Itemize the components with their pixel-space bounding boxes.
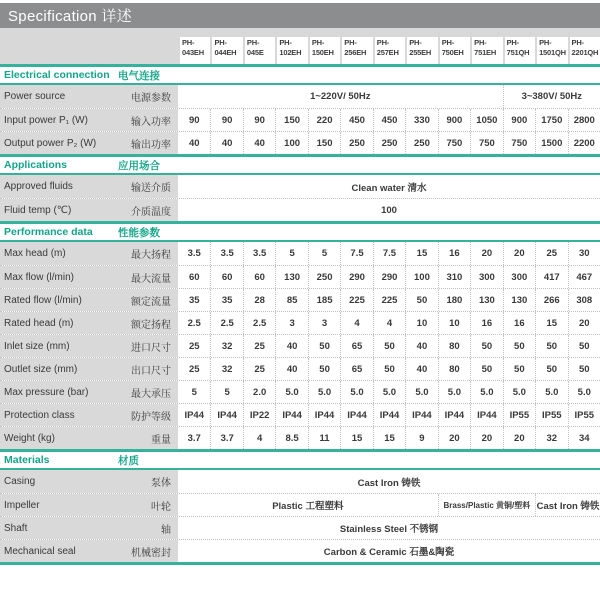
column-header: PH- 150EH — [308, 37, 340, 64]
data-cell: 60 — [188, 271, 200, 283]
data-cell: 2.5 — [243, 312, 275, 334]
data-cell: 25 — [188, 340, 200, 352]
data-cell: 85 — [275, 289, 307, 311]
data-cell: 2800 — [568, 109, 600, 131]
data-cell: 150 — [308, 132, 340, 154]
data-cell: Brass/Plastic 黄铜/塑料 — [438, 494, 535, 516]
row-label: Input power P₁ (W) — [0, 109, 118, 131]
data-cell: IP55 — [535, 404, 567, 426]
data-cell: 50 — [405, 289, 437, 311]
data-cell: 60 — [210, 266, 242, 288]
data-cell: 10 — [438, 312, 470, 334]
data-cell: 16 — [438, 242, 470, 265]
data-cell: 32 — [535, 427, 567, 449]
data-cell: 7.5 — [373, 242, 405, 265]
data-cell: 50 — [470, 335, 502, 357]
row-label: Protection class — [0, 404, 118, 426]
data-cell: 1050 — [470, 109, 502, 131]
header-label-spacer — [0, 28, 178, 64]
table-row — [0, 403, 600, 426]
data-cell: 2.5 — [210, 312, 242, 334]
data-cell: 9 — [405, 427, 437, 449]
data-cell: IP44 — [308, 404, 340, 426]
data-cell: 180 — [438, 289, 470, 311]
data-cell: 750 — [503, 132, 535, 154]
data-cell: 20 — [438, 427, 470, 449]
data-cell: 308 — [568, 289, 600, 311]
data-cell: Carbon & Ceramic 石墨&陶瓷 — [323, 547, 455, 558]
data-cell: 1500 — [535, 132, 567, 154]
table-row — [0, 131, 600, 154]
data-cell: 310 — [438, 266, 470, 288]
row-label-zh: 机械密封 — [118, 540, 178, 562]
row-label-zh: 叶轮 — [118, 494, 178, 516]
row-label: Casing — [0, 470, 118, 493]
data-cell: 225 — [373, 289, 405, 311]
data-cell: 80 — [438, 358, 470, 380]
data-cell: Plastic 工程塑料 — [272, 501, 344, 512]
data-cell: 65 — [340, 335, 372, 357]
row-label-zh: 额定流量 — [118, 289, 178, 311]
table-row — [0, 380, 600, 403]
column-header: PH- 750EH — [438, 37, 470, 64]
data-cell: 290 — [373, 266, 405, 288]
table-row — [0, 108, 600, 131]
data-cell: IP55 — [568, 404, 600, 426]
column-header: PH- 044EH — [210, 37, 242, 64]
data-cell: 50 — [568, 335, 600, 357]
data-cell: 4 — [340, 312, 372, 334]
data-cell: 417 — [535, 266, 567, 288]
row-label: Inlet size (mm) — [0, 335, 118, 357]
section-header-row — [0, 64, 600, 85]
data-cell: 130 — [503, 289, 535, 311]
data-cell: Cast Iron 铸铁 — [535, 494, 600, 516]
data-cell: 100 — [381, 204, 397, 216]
data-cell: 90 — [243, 109, 275, 131]
data-cell: Clean water 清水 — [351, 182, 427, 194]
data-cell: 2.5 — [187, 317, 201, 329]
data-cell: 3 — [308, 312, 340, 334]
data-cell: IP44 — [210, 404, 242, 426]
data-cell: 40 — [243, 132, 275, 154]
row-label: Power source — [0, 85, 118, 108]
data-cell: 32 — [210, 358, 242, 380]
data-cell: 50 — [535, 358, 567, 380]
table-row — [0, 288, 600, 311]
data-cell: 20 — [568, 312, 600, 334]
data-cell: 65 — [340, 358, 372, 380]
table-row — [0, 242, 600, 265]
data-cell: 16 — [503, 312, 535, 334]
table-row — [0, 470, 600, 493]
row-label-zh: 介质温度 — [118, 199, 178, 221]
data-cell: 7.5 — [340, 242, 372, 265]
data-cell: 3.5 — [210, 242, 242, 265]
data-cell: 450 — [340, 109, 372, 131]
data-cell: 225 — [340, 289, 372, 311]
data-cell: IP44 — [184, 409, 204, 421]
data-cell: 5.0 — [535, 381, 567, 403]
data-cell: 90 — [210, 109, 242, 131]
section-title: Materials — [4, 454, 50, 466]
data-cell: 20 — [503, 427, 535, 449]
data-cell: IP44 — [275, 404, 307, 426]
section-header-fill — [178, 224, 600, 240]
data-cell: 467 — [568, 266, 600, 288]
table-row — [0, 539, 600, 562]
data-cell: IP44 — [373, 404, 405, 426]
data-cell: 50 — [503, 335, 535, 357]
row-label: Max flow (l/min) — [0, 266, 118, 288]
data-cell: 50 — [308, 358, 340, 380]
row-label-zh: 最大承压 — [118, 381, 178, 403]
data-cell: 16 — [470, 312, 502, 334]
data-cell: 900 — [503, 109, 535, 131]
data-cell: 5.0 — [308, 381, 340, 403]
row-label: Max head (m) — [0, 242, 118, 265]
section-header-row — [0, 221, 600, 242]
data-cell: 750 — [470, 132, 502, 154]
row-label-zh: 电源参数 — [118, 85, 178, 108]
data-cell: 5.0 — [373, 381, 405, 403]
data-cell: 40 — [405, 335, 437, 357]
data-cell: 290 — [340, 266, 372, 288]
data-cell: 15 — [340, 427, 372, 449]
column-header: PH- 2201QH — [568, 37, 600, 64]
data-cell: 50 — [503, 358, 535, 380]
table-row — [0, 175, 600, 198]
data-cell: 25 — [188, 363, 200, 375]
data-cell: 8.5 — [275, 427, 307, 449]
data-cell: 2.0 — [243, 381, 275, 403]
data-cell: 100 — [405, 266, 437, 288]
column-header: PH- 257EH — [373, 37, 405, 64]
data-cell: 1~220V/ 50Hz — [310, 91, 371, 102]
data-cell: 30 — [568, 242, 600, 265]
data-cell: IP44 — [438, 404, 470, 426]
data-cell: 130 — [275, 266, 307, 288]
section-header-fill — [178, 67, 600, 83]
data-cell: 15 — [405, 242, 437, 265]
column-header: PH- 256EH — [340, 37, 372, 64]
column-header: PH- 043EH — [178, 37, 210, 64]
section-title: Electrical connection — [4, 69, 110, 81]
row-label-zh: 轴 — [118, 517, 178, 539]
data-cell: 50 — [470, 358, 502, 380]
data-cell: 50 — [373, 335, 405, 357]
column-header: PH- 751QH — [503, 37, 535, 64]
data-cell: 150 — [275, 109, 307, 131]
data-cell: 450 — [373, 109, 405, 131]
data-cell: 5.0 — [275, 381, 307, 403]
data-cell: 3 — [275, 312, 307, 334]
data-cell: 3~380V/ 50Hz — [503, 85, 600, 108]
row-label: Approved fluids — [0, 175, 118, 198]
spec-table — [0, 28, 600, 565]
data-cell: 10 — [405, 312, 437, 334]
row-label: Mechanical seal — [0, 540, 118, 562]
data-cell: 5.0 — [568, 381, 600, 403]
row-label: Rated head (m) — [0, 312, 118, 334]
section-title: Performance data — [4, 226, 93, 238]
row-label: Fluid temp (℃) — [0, 199, 118, 221]
data-cell: Cast Iron 铸铁 — [357, 477, 421, 489]
column-header-row — [0, 28, 600, 64]
row-label-zh: 进口尺寸 — [118, 335, 178, 357]
data-cell: 3.5 — [243, 242, 275, 265]
table-row — [0, 85, 600, 108]
data-cell: 185 — [308, 289, 340, 311]
section-header-row — [0, 154, 600, 175]
data-cell: 35 — [188, 294, 200, 306]
table-row — [0, 311, 600, 334]
section-header-fill — [178, 452, 600, 468]
data-cell: 330 — [405, 109, 437, 131]
data-cell: 35 — [210, 289, 242, 311]
section-title: Applications — [4, 159, 68, 171]
section-header-row — [0, 449, 600, 470]
data-cell: 250 — [308, 266, 340, 288]
column-header: PH- 255EH — [405, 37, 437, 64]
data-cell: 28 — [243, 289, 275, 311]
data-cell: 4 — [243, 427, 275, 449]
row-label-zh: 输送介质 — [118, 175, 178, 198]
data-cell: 3.7 — [210, 427, 242, 449]
data-cell: IP44 — [340, 404, 372, 426]
data-cell: 50 — [308, 335, 340, 357]
data-cell: 250 — [373, 132, 405, 154]
section-title-zh: 材质 — [118, 454, 139, 467]
table-row — [0, 357, 600, 380]
data-cell: 5.0 — [438, 381, 470, 403]
section-title-zh: 性能参数 — [118, 226, 160, 239]
page-title: Specification 详述 — [0, 3, 600, 28]
data-cell: 50 — [568, 358, 600, 380]
data-cell: 220 — [308, 109, 340, 131]
data-cell: IP55 — [503, 404, 535, 426]
data-cell: 25 — [535, 242, 567, 265]
data-cell: 300 — [503, 266, 535, 288]
data-cell: 750 — [438, 132, 470, 154]
data-cell: IP44 — [470, 404, 502, 426]
data-cell: 40 — [210, 132, 242, 154]
data-cell: 40 — [275, 358, 307, 380]
data-cell: 50 — [535, 335, 567, 357]
row-label: Max pressure (bar) — [0, 381, 118, 403]
data-cell: 5.0 — [405, 381, 437, 403]
data-cell: 25 — [243, 335, 275, 357]
data-cell: IP22 — [243, 404, 275, 426]
row-label-zh: 输出功率 — [118, 132, 178, 154]
data-cell: 20 — [470, 242, 502, 265]
data-cell: 34 — [568, 427, 600, 449]
data-cell: 15 — [373, 427, 405, 449]
table-row — [0, 265, 600, 288]
row-label-zh: 泵体 — [118, 470, 178, 493]
data-cell: 5 — [210, 381, 242, 403]
data-cell: 5.0 — [503, 381, 535, 403]
data-cell: 40 — [275, 335, 307, 357]
data-cell: 80 — [438, 335, 470, 357]
row-label-zh: 防护等级 — [118, 404, 178, 426]
data-cell: 4 — [373, 312, 405, 334]
table-row — [0, 516, 600, 539]
table-row — [0, 334, 600, 357]
data-cell: 300 — [470, 266, 502, 288]
data-cell: 40 — [405, 358, 437, 380]
table-row — [0, 198, 600, 221]
data-cell: 5.0 — [470, 381, 502, 403]
data-cell: 5.0 — [340, 381, 372, 403]
data-cell: 3.7 — [187, 432, 201, 444]
data-cell: 20 — [503, 242, 535, 265]
data-cell: 32 — [210, 335, 242, 357]
data-cell: 266 — [535, 289, 567, 311]
row-label: Output power P₂ (W) — [0, 132, 118, 154]
data-cell: 3.5 — [187, 248, 201, 259]
data-cell: 900 — [438, 109, 470, 131]
row-label-zh: 最大流量 — [118, 266, 178, 288]
data-cell: 130 — [470, 289, 502, 311]
row-label: Impeller — [0, 494, 118, 516]
data-cell: 5 — [191, 386, 197, 398]
column-header: PH- 751EH — [470, 37, 502, 64]
data-cell: 250 — [405, 132, 437, 154]
data-cell: 90 — [188, 114, 200, 126]
data-cell: 5 — [308, 242, 340, 265]
row-label-zh: 输入功率 — [118, 109, 178, 131]
row-label-zh: 最大扬程 — [118, 242, 178, 265]
row-label-zh: 额定扬程 — [118, 312, 178, 334]
data-cell: 2200 — [568, 132, 600, 154]
data-cell: IP44 — [405, 404, 437, 426]
column-header: PH- 102EH — [275, 37, 307, 64]
data-cell: 60 — [243, 266, 275, 288]
data-cell: 100 — [275, 132, 307, 154]
data-cell: 250 — [340, 132, 372, 154]
row-label-zh: 重量 — [118, 427, 178, 449]
section-title-zh: 应用场合 — [118, 159, 160, 172]
data-cell: 50 — [373, 358, 405, 380]
data-cell: 25 — [243, 358, 275, 380]
data-cell: 1750 — [535, 109, 567, 131]
row-label: Outlet size (mm) — [0, 358, 118, 380]
row-label: Rated flow (l/min) — [0, 289, 118, 311]
table-row — [0, 426, 600, 449]
data-cell: 11 — [308, 427, 340, 449]
section-header-fill — [178, 157, 600, 173]
column-header: PH- 045E — [243, 37, 275, 64]
data-cell: Stainless Steel 不锈钢 — [339, 524, 439, 535]
column-header: PH- 1501QH — [535, 37, 567, 64]
row-label: Shaft — [0, 517, 118, 539]
data-cell: 40 — [188, 137, 200, 149]
row-label-zh: 出口尺寸 — [118, 358, 178, 380]
section-title-zh: 电气连接 — [118, 69, 160, 82]
row-label: Weight (kg) — [0, 427, 118, 449]
table-row — [0, 493, 600, 516]
data-cell: 15 — [535, 312, 567, 334]
data-cell: 5 — [275, 242, 307, 265]
data-cell: 20 — [470, 427, 502, 449]
